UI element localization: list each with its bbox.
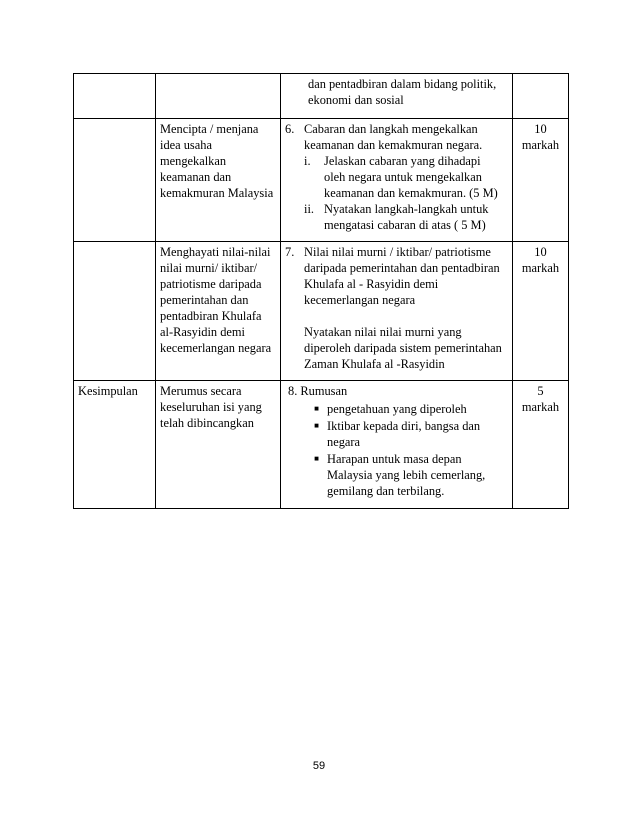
question-line: kecemerlangan negara [304,293,416,307]
bullet-list [285,401,508,499]
question-line: daripada pemerintahan dan pentadbiran [304,261,500,275]
criteria-line: telah dibincangkan [160,416,254,430]
cell-aspect [74,119,156,242]
criteria-line: Mencipta / menjana [160,122,259,136]
cell-marks [513,74,569,119]
bullet-line: pengetahuan yang diperoleh [327,402,467,416]
criteria-line: kecemerlangan negara [160,341,272,355]
item-heading: 8. Rumusan [288,384,348,398]
criteria-line: idea usaha [160,138,212,152]
cell-criteria [156,242,281,381]
table-row [74,74,569,119]
criteria-line: Menghayati nilai-nilai [160,245,271,259]
criteria-line: mengekalkan [160,154,227,168]
table-row [74,242,569,381]
cell-marks [513,242,569,381]
bullet-line: gemilang dan terbilang. [327,484,445,498]
marks-value: 10 [534,245,547,259]
cell-aspect [74,74,156,119]
bullet-line: Iktibar kepada diri, bangsa dan [327,419,481,433]
marks-label: markah [521,400,560,414]
bullet-line: negara [327,435,361,449]
bullet-line: Harapan untuk masa depan [327,452,462,466]
bullet-icon: ■ [314,421,319,430]
criteria-line: Merumus secara [160,384,242,398]
question-line: Cabaran dan langkah mengekalkan [304,122,478,136]
criteria-line: keseluruhan isi yang [160,400,262,414]
question-line: Nyatakan nilai nilai murni yang [304,325,462,339]
sub-item-number: i. [304,154,311,168]
bullet-icon: ■ [314,454,319,463]
table-row [74,381,569,509]
page-number: 59 [312,760,326,772]
cell-question [281,74,513,119]
marks-label: markah [521,261,560,275]
question-line: dan pentadbiran dalam bidang politik, [308,77,497,91]
cell-question [281,381,513,509]
cell-criteria [156,381,281,509]
criteria-line: keamanan dan [160,170,232,184]
rubric-table [73,73,569,509]
cell-aspect: Kesimpulan [74,381,156,509]
cell-question [281,119,513,242]
criteria-line: pemerintahan dan [160,293,249,307]
marks-label: markah [521,138,560,152]
cell-criteria [156,119,281,242]
criteria-line: patriotisme daripada [160,277,262,291]
cell-criteria [156,74,281,119]
sub-item-number: ii. [304,202,314,216]
list-item [285,451,508,499]
criteria-line: al-Rasyidin demi [160,325,245,339]
cell-marks [513,119,569,242]
marks-value: 10 [534,122,547,136]
item-number: 7. [285,245,295,259]
sub-item-line: oleh negara untuk mengekalkan [324,170,482,184]
sub-item-line: Jelaskan cabaran yang dihadapi [324,154,481,168]
cell-question [281,242,513,381]
question-line: Zaman Khulafa al -Rasyidin [304,357,445,371]
sub-item-line: mengatasi cabaran di atas ( 5 M) [324,218,486,232]
criteria-line: kemakmuran Malaysia [160,186,274,200]
question-line: diperoleh daripada sistem pemerintahan [304,341,502,355]
marks-value: 5 [537,384,544,398]
question-line: Nilai nilai murni / iktibar/ patriotisme [304,245,491,259]
bullet-line: Malaysia yang lebih cemerlang, [327,468,486,482]
item-number: 6. [285,122,295,136]
cell-marks [513,381,569,509]
bullet-icon: ■ [314,404,319,413]
question-line: keamanan dan kemakmuran negara. [304,138,483,152]
question-line: ekonomi dan sosial [308,93,404,107]
criteria-line: nilai murni/ iktibar/ [160,261,258,275]
question-line: Khulafa al - Rasyidin demi [304,277,439,291]
list-item [285,418,508,450]
list-item [285,401,508,417]
criteria-line: pentadbiran Khulafa [160,309,262,323]
table-row [74,119,569,242]
cell-aspect [74,242,156,381]
sub-item-line: keamanan dan kemakmuran. (5 M) [324,186,498,200]
sub-item-line: Nyatakan langkah-langkah untuk [324,202,489,216]
